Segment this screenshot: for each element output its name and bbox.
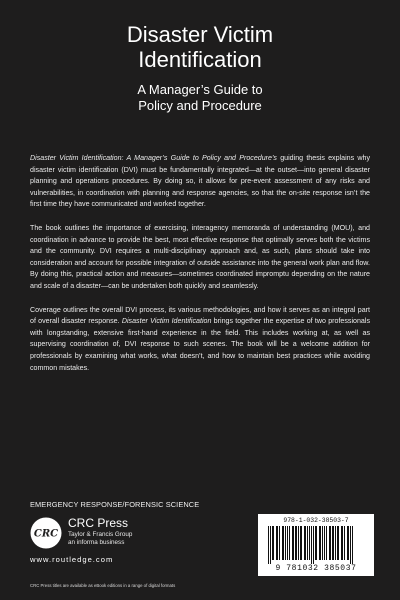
publisher-block bbox=[30, 515, 240, 575]
description-p3-start: Coverage outlines the overall DVI process, its various methodologies, and how it serves as an integral part of overall disaster response. bbox=[30, 305, 370, 326]
logo-text: CRC bbox=[33, 528, 59, 540]
description-p3-italic: Disaster Victim Identification bbox=[121, 317, 212, 326]
publisher-name: CRC Press bbox=[68, 516, 129, 530]
book-description bbox=[30, 153, 370, 386]
description-title-italic: Disaster Victim Identification: A Manager’s Guide to Policy and Procedure’s bbox=[30, 154, 277, 162]
barcode-bar bbox=[347, 526, 349, 560]
barcode-bar bbox=[276, 526, 278, 560]
barcode-bar bbox=[268, 526, 269, 564]
barcode-bar bbox=[282, 526, 284, 560]
barcode-bar bbox=[315, 526, 317, 560]
barcode-bar bbox=[322, 526, 323, 560]
barcode-bar bbox=[307, 526, 308, 560]
publisher-tagline: an informa business bbox=[68, 539, 125, 546]
barcode-bar bbox=[295, 526, 297, 560]
barcode-bar bbox=[309, 526, 310, 560]
subject-category: EMERGENCY RESPONSE/FORENSIC SCIENCE bbox=[30, 500, 200, 509]
ebook-footnote: CRC Press titles are available as eBook editions in a range of digital formats bbox=[30, 583, 176, 588]
barcode-bar bbox=[285, 526, 286, 560]
barcode-bar bbox=[287, 526, 288, 560]
barcode-bar bbox=[300, 526, 302, 560]
barcode-bar bbox=[326, 526, 327, 560]
description-p3-rest: brings together the expertise of two professionals with longstanding, extensive first-hand experience in the field. This includes working at, as well as supervising coordination of, DVI response to such scenes. The book will be a welcome addition for professionals by examining what works, what doesn’t, and how to maintain best practices while avoiding common mistakes. bbox=[30, 317, 370, 372]
book-title-line-2: Identification bbox=[138, 47, 262, 72]
barcode-bar bbox=[350, 526, 351, 564]
barcode-bar bbox=[279, 526, 280, 560]
barcode-bar bbox=[270, 526, 271, 564]
barcode-bar bbox=[329, 526, 331, 560]
book-title-line-1: Disaster Victim bbox=[126, 22, 274, 47]
barcode-bar bbox=[344, 526, 345, 560]
barcode-bar bbox=[313, 526, 314, 564]
isbn-bottom-text: 9 781032 385037 bbox=[275, 564, 357, 573]
title-block bbox=[0, 22, 400, 114]
barcode-bar bbox=[298, 526, 299, 560]
barcode-bar bbox=[332, 526, 334, 560]
publisher-website-link[interactable]: www.routledge.com bbox=[30, 555, 114, 564]
barcode-bar bbox=[352, 526, 353, 564]
book-subtitle-line-2: Policy and Procedure bbox=[138, 98, 262, 113]
description-p1-text: guiding thesis explains why disaster victim identification (DVI) must be fundamentally integrated—at the outset—into general disaster planning and operations procedures. By doing so, it allows for pre-event assessment of any risks and vulnerabilities, in coordination with planning and response agencies, so that the on-site response isn’t the first time they have communicated and worked together. bbox=[30, 154, 370, 209]
crc-press-logo-icon bbox=[30, 517, 62, 549]
publisher-group: Taylor & Francis Group bbox=[68, 531, 133, 538]
barcode-bar bbox=[272, 526, 274, 560]
barcode-icon bbox=[266, 526, 366, 564]
barcode-bar bbox=[311, 526, 312, 564]
description-paragraph-3 bbox=[30, 305, 370, 375]
description-paragraph-2: The book outlines the importance of exercising, interagency memoranda of understanding (MOU), and coordination in advance to provide the best, most effective response that optimally serves both the victims and the community. DVI requires a multi-disciplinary approach and, as such, plans should take into consideration and account for possible integration of outside assistance into the general work plan and flow. By doing this, practical action and measures—sometimes coordinated impromptu depending on the nature and scale of a disaster—can be undertaken both quickly and seamlessly. bbox=[30, 223, 370, 290]
description-paragraph-1 bbox=[30, 153, 370, 211]
book-subtitle-line-1: A Manager’s Guide to bbox=[137, 82, 263, 97]
isbn-barcode bbox=[258, 514, 374, 576]
isbn-top-text: 978-1-032-38503-7 bbox=[283, 517, 349, 524]
barcode-bar bbox=[337, 526, 339, 560]
title-spacer bbox=[0, 72, 400, 82]
barcode-bar bbox=[304, 526, 306, 560]
barcode-bar bbox=[341, 526, 343, 560]
barcode-bar bbox=[289, 526, 290, 560]
barcode-bar bbox=[324, 526, 325, 560]
barcode-bar bbox=[292, 526, 294, 560]
barcode-bar bbox=[319, 526, 321, 560]
barcode-bar bbox=[335, 526, 336, 560]
